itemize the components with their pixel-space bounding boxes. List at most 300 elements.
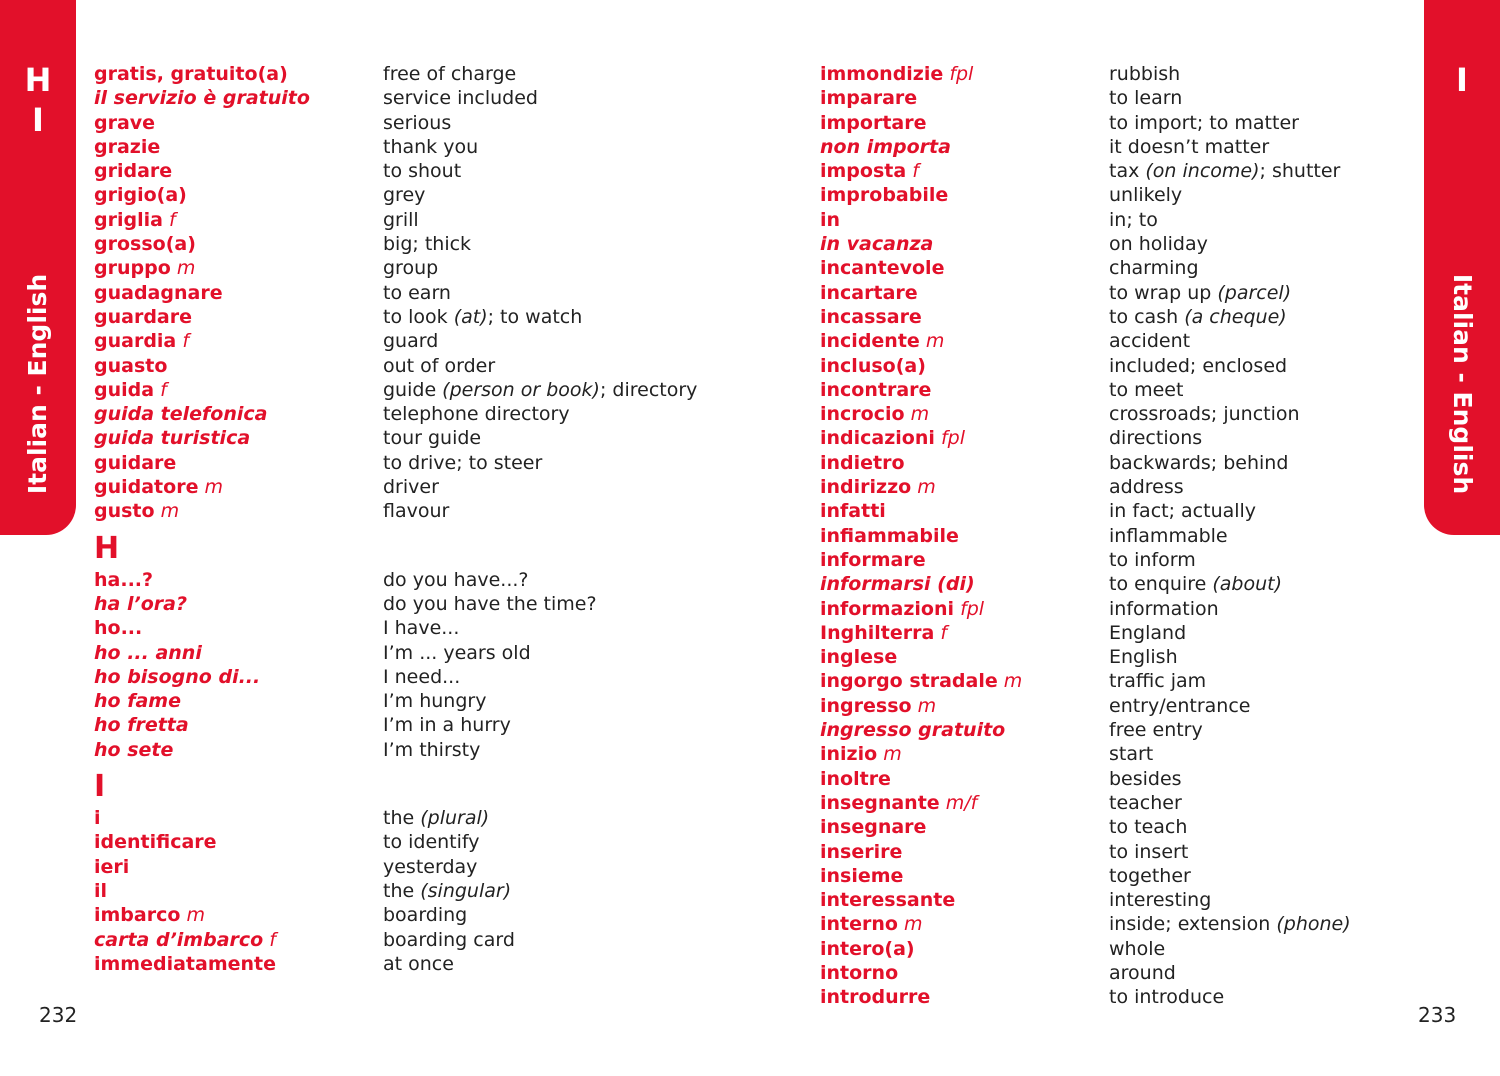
- dictionary-entry: [820, 669, 1207, 693]
- tab-label-right: Italian - English: [1448, 273, 1477, 495]
- headword: guidare: [94, 451, 177, 474]
- translation: [1109, 426, 1202, 450]
- translation: [383, 159, 461, 183]
- gender-marker: m: [904, 913, 923, 936]
- dictionary-entry: [820, 329, 1191, 353]
- translation: [383, 568, 529, 592]
- dictionary-entry: [94, 689, 487, 713]
- translation: [1109, 718, 1203, 742]
- dictionary-entry: [820, 354, 1288, 378]
- gender-marker: f: [160, 378, 167, 401]
- translation: [383, 952, 454, 976]
- translation-text: directions: [1109, 427, 1203, 450]
- gender-marker: m: [160, 500, 180, 523]
- tab-letter: I: [1456, 61, 1468, 99]
- translation: [1109, 524, 1228, 548]
- headword: inizio: [820, 743, 878, 766]
- headword: ho fretta: [94, 714, 189, 737]
- headword: non importa: [820, 135, 951, 158]
- translation-text: free of charge: [383, 63, 517, 85]
- headword: guardare: [94, 305, 192, 328]
- translation: [1109, 329, 1190, 353]
- translation: [383, 475, 439, 499]
- translation-text: I’m hungry: [383, 690, 487, 713]
- dictionary-entry: [820, 183, 1183, 207]
- translation-text: tour guide: [383, 427, 482, 450]
- translation-text: tax: [1109, 160, 1146, 183]
- dictionary-entry: [94, 738, 481, 762]
- translation-text: the: [383, 807, 421, 830]
- headword: in: [820, 208, 841, 231]
- headword: imparare: [820, 87, 918, 110]
- dictionary-entry: [94, 111, 452, 135]
- dictionary-entry: [94, 568, 529, 592]
- dictionary-entry: [820, 281, 1292, 305]
- headword: intero(a): [820, 937, 915, 960]
- translation-text: crossroads; junction: [1109, 403, 1300, 426]
- translation: [1109, 621, 1186, 645]
- translation-text: traffic jam: [1109, 670, 1207, 693]
- translation-text: group: [383, 257, 439, 280]
- section-letter-h: H: [94, 530, 120, 566]
- headword: ingresso: [820, 694, 912, 717]
- translation: [1109, 694, 1250, 718]
- dictionary-entry: [94, 183, 426, 207]
- headword: carta d’imbarco: [94, 928, 264, 951]
- translation: [383, 329, 438, 353]
- dictionary-entry: [820, 742, 1154, 766]
- translation: [1109, 791, 1182, 815]
- dictionary-entry: [820, 159, 1341, 183]
- translation-text: besides: [1109, 767, 1182, 790]
- headword: indietro: [820, 451, 905, 474]
- dictionary-entry: [94, 305, 583, 329]
- headword: identificare: [94, 831, 217, 854]
- tab-letters-left: [0, 60, 76, 140]
- translation: [383, 111, 451, 135]
- dictionary-entry: [94, 86, 538, 110]
- translation-text: on holiday: [1109, 233, 1208, 256]
- translation-text: telephone directory: [383, 403, 570, 426]
- translation-text: to introduce: [1109, 986, 1225, 1009]
- tab-letters-right: [1424, 60, 1500, 100]
- translation: [1109, 985, 1224, 1009]
- headword: guardia: [94, 330, 177, 353]
- dictionary-entry: [820, 888, 1212, 912]
- translation-text: inside; extension: [1109, 913, 1277, 936]
- headword: interno: [820, 913, 898, 936]
- dictionary-entry: [94, 952, 454, 976]
- headword: gratis, gratuito(a): [94, 63, 288, 85]
- headword: immondizie: [820, 63, 944, 85]
- translation-text: whole: [1109, 937, 1166, 960]
- translation-text: around: [1109, 961, 1176, 984]
- dictionary-entry: [820, 985, 1225, 1009]
- translation: [383, 592, 597, 616]
- headword: ho bisogno di...: [94, 665, 261, 688]
- translation: [383, 830, 480, 854]
- dictionary-entry: [820, 475, 1184, 499]
- dictionary-entry: [820, 864, 1191, 888]
- headword: improbabile: [820, 184, 949, 207]
- translation: [383, 208, 419, 232]
- translation: [1109, 451, 1288, 475]
- translation-text: serious: [383, 111, 452, 134]
- translation-text: driver: [383, 476, 439, 499]
- translation-text: England: [1109, 621, 1187, 644]
- translation-text: rubbish: [1109, 63, 1181, 85]
- headword: incantevole: [820, 257, 945, 280]
- translation-text: entry/entrance: [1109, 694, 1251, 717]
- gender-marker: fpl: [949, 63, 974, 85]
- usage-note: (phone): [1276, 913, 1351, 936]
- translation-text: to cash: [1109, 305, 1185, 328]
- translation-text: to earn: [383, 281, 451, 304]
- headword: imposta: [820, 160, 907, 183]
- dictionary-entry: [820, 718, 1203, 742]
- headword: guadagnare: [94, 281, 223, 304]
- translation: [1109, 354, 1287, 378]
- translation-text: to shout: [383, 160, 462, 183]
- translation: [1109, 111, 1299, 135]
- usage-note: (on income): [1145, 160, 1260, 183]
- headword: incrocio: [820, 403, 905, 426]
- translation-text: boarding card: [383, 928, 515, 951]
- translation: [383, 354, 495, 378]
- translation-text: ; shutter: [1259, 160, 1341, 183]
- translation-text: to drive; to steer: [383, 451, 543, 474]
- dictionary-entry: [94, 402, 570, 426]
- translation-text: do you have...?: [383, 568, 529, 591]
- translation-text: inflammable: [1109, 524, 1228, 547]
- headword: guidatore: [94, 476, 199, 499]
- translation: [1109, 840, 1188, 864]
- dictionary-entry: [94, 135, 479, 159]
- translation-text: I’m in a hurry: [383, 714, 511, 737]
- translation: [383, 738, 480, 762]
- headword: ieri: [94, 855, 130, 878]
- translation: [383, 426, 481, 450]
- translation-text: to learn: [1109, 87, 1183, 110]
- translation: [383, 183, 425, 207]
- translation: [383, 616, 459, 640]
- translation-text: yesterday: [383, 855, 478, 878]
- dictionary-entry: [94, 879, 512, 903]
- dictionary-entry: [820, 208, 1158, 232]
- gender-marker: m: [204, 476, 224, 499]
- translation-text: to teach: [1109, 816, 1188, 839]
- gender-marker: fpl: [960, 597, 985, 620]
- headword: guida: [94, 378, 155, 401]
- headword: gusto: [94, 500, 155, 523]
- translation-text: do you have the time?: [383, 592, 597, 615]
- usage-note: (parcel): [1217, 281, 1292, 304]
- headword: Inghilterra: [820, 621, 935, 644]
- dictionary-entry: [820, 621, 1187, 645]
- translation-text: boarding: [383, 904, 468, 927]
- dictionary-entry: [820, 426, 1203, 450]
- translation: [383, 928, 515, 952]
- translation-text: to import; to matter: [1109, 111, 1299, 134]
- gender-marker: m: [917, 694, 937, 717]
- translation: [383, 499, 449, 523]
- headword: informare: [820, 548, 926, 571]
- tab-letter: I: [32, 101, 44, 139]
- page-number-right: 233: [1418, 1003, 1457, 1027]
- translation: [383, 305, 582, 329]
- dictionary-entry: [820, 548, 1196, 572]
- gender-marker: m: [176, 257, 196, 280]
- translation: [1109, 86, 1182, 110]
- headword: insieme: [820, 864, 904, 887]
- translation: [383, 135, 478, 159]
- headword: ha...?: [94, 568, 154, 591]
- headword: incluso(a): [820, 354, 926, 377]
- dictionary-entry: [820, 232, 1208, 256]
- headword: grazie: [94, 135, 161, 158]
- left-page-entries: [94, 62, 698, 976]
- dictionary-entry: [820, 937, 1166, 961]
- dictionary-entry: [820, 645, 1178, 669]
- dictionary-entry: [94, 62, 517, 86]
- translation-text: start: [1109, 743, 1154, 766]
- headword: ha l’ora?: [94, 592, 187, 615]
- dictionary-entry: [820, 524, 1228, 548]
- translation-text: to meet: [1109, 378, 1184, 401]
- headword: informarsi (di): [820, 573, 975, 596]
- gender-marker: m: [1003, 670, 1023, 693]
- translation-text: to insert: [1109, 840, 1189, 863]
- translation: [383, 855, 477, 879]
- entry-list: [94, 62, 698, 524]
- headword: griglia: [94, 208, 163, 231]
- translation: [383, 689, 486, 713]
- dictionary-entry: [820, 451, 1289, 475]
- dictionary-entry: [820, 767, 1182, 791]
- usage-note: (plural): [420, 807, 490, 830]
- headword: indicazioni: [820, 427, 935, 450]
- headword: immediatamente: [94, 952, 277, 975]
- dictionary-entry: [94, 928, 515, 952]
- dictionary-entry: [820, 791, 1182, 815]
- headword: i: [94, 807, 101, 830]
- translation: [1109, 548, 1196, 572]
- translation: [1109, 402, 1300, 426]
- headword: il servizio è gratuito: [94, 87, 310, 110]
- translation: [1109, 572, 1282, 596]
- translation: [1109, 937, 1165, 961]
- translation: [383, 281, 451, 305]
- headword: grigio(a): [94, 184, 187, 207]
- usage-note: (a cheque): [1184, 305, 1287, 328]
- translation: [383, 641, 531, 665]
- headword: ho ... anni: [94, 641, 202, 664]
- translation-text: service included: [383, 87, 538, 110]
- translation-text: to look: [383, 305, 454, 328]
- headword: ho sete: [94, 738, 174, 761]
- translation-text: it doesn’t matter: [1109, 135, 1270, 158]
- translation: [383, 806, 489, 830]
- headword: gridare: [94, 160, 173, 183]
- gender-marker: f: [269, 928, 276, 951]
- dictionary-entry: [94, 616, 460, 640]
- dictionary-entry: [94, 208, 419, 232]
- headword: inoltre: [820, 767, 891, 790]
- translation: [1109, 256, 1199, 280]
- headword: grosso(a): [94, 233, 196, 256]
- translation-text: guard: [383, 330, 439, 353]
- headword: incartare: [820, 281, 918, 304]
- translation: [383, 62, 516, 86]
- headword: ingresso gratuito: [820, 719, 1006, 742]
- translation: [1109, 208, 1158, 232]
- translation: [1109, 62, 1180, 86]
- translation-text: charming: [1109, 257, 1199, 280]
- translation-text: backwards; behind: [1109, 451, 1289, 474]
- dictionary-entry: [820, 378, 1184, 402]
- section-letter-i: I: [94, 769, 106, 805]
- dictionary-entry: [94, 475, 439, 499]
- translation-text: grill: [383, 208, 419, 231]
- headword: insegnare: [820, 816, 927, 839]
- translation: [1109, 815, 1187, 839]
- dictionary-entry: [94, 903, 468, 927]
- headword: incassare: [820, 305, 922, 328]
- translation: [383, 86, 538, 110]
- translation: [1109, 864, 1191, 888]
- dictionary-entry: [94, 159, 462, 183]
- usage-note: (at): [453, 305, 488, 328]
- gender-marker: fpl: [940, 427, 965, 450]
- dictionary-entry: [94, 232, 472, 256]
- translation-text: to wrap up: [1109, 281, 1218, 304]
- dictionary-entry: [94, 256, 439, 280]
- gender-marker: m: [917, 476, 936, 499]
- dictionary-entry: [94, 830, 480, 854]
- gender-marker: f: [912, 160, 919, 183]
- tab-letter: H: [24, 61, 52, 99]
- headword: incontrare: [820, 378, 932, 401]
- gender-marker: f: [168, 208, 176, 231]
- translation: [1109, 232, 1208, 256]
- usage-note: (singular): [420, 879, 512, 902]
- headword: il: [94, 879, 108, 902]
- thumb-tab-left: [0, 0, 76, 535]
- translation-text: together: [1109, 864, 1191, 887]
- translation-text: in; to: [1109, 208, 1158, 231]
- translation-text: to enquire: [1109, 573, 1213, 596]
- translation: [383, 378, 697, 402]
- headword: in vacanza: [820, 233, 934, 256]
- headword: guasto: [94, 354, 168, 377]
- dictionary-entry: [94, 426, 482, 450]
- headword: grave: [94, 111, 156, 134]
- right-page-entries: [820, 62, 1351, 1010]
- dictionary-entry: [820, 86, 1183, 110]
- entry-list: [94, 568, 597, 762]
- translation: [383, 232, 471, 256]
- dictionary-entry: [94, 281, 451, 305]
- headword: gruppo: [94, 257, 171, 280]
- dictionary-entry: [820, 840, 1189, 864]
- usage-note: (person or book): [442, 378, 600, 401]
- translation-text: accident: [1109, 330, 1191, 353]
- headword: informazioni: [820, 597, 955, 620]
- dictionary-entry: [94, 378, 698, 402]
- translation: [1109, 281, 1291, 305]
- translation-text: unlikely: [1109, 184, 1183, 207]
- translation-text: ; to watch: [487, 305, 583, 328]
- translation: [383, 665, 460, 689]
- translation-text: I have...: [383, 617, 460, 640]
- translation: [1109, 742, 1153, 766]
- dictionary-entry: [94, 354, 496, 378]
- dictionary-entry: [820, 256, 1199, 280]
- headword: infatti: [820, 500, 886, 523]
- dictionary-entry: [94, 641, 531, 665]
- translation: [1109, 135, 1269, 159]
- translation: [383, 903, 467, 927]
- translation: [383, 256, 438, 280]
- dictionary-entry: [820, 572, 1283, 596]
- translation-text: I’m ... years old: [383, 641, 531, 664]
- entry-list: [94, 806, 515, 976]
- dictionary-entry: [820, 815, 1188, 839]
- translation-text: flavour: [383, 500, 450, 523]
- tab-label-left: Italian - English: [23, 273, 52, 495]
- translation: [1109, 767, 1182, 791]
- dictionary-entry: [820, 305, 1287, 329]
- headword: ho...: [94, 617, 143, 640]
- gender-marker: f: [182, 330, 190, 353]
- translation-text: interesting: [1109, 889, 1212, 912]
- translation-text: grey: [383, 184, 426, 207]
- headword: infiammabile: [820, 524, 959, 547]
- translation-text: teacher: [1109, 791, 1182, 814]
- translation: [1109, 183, 1182, 207]
- headword: introdurre: [820, 986, 931, 1009]
- translation-text: ; directory: [599, 378, 698, 401]
- translation-text: at once: [383, 952, 454, 975]
- headword: interessante: [820, 889, 956, 912]
- dictionary-entry: [820, 912, 1351, 936]
- translation: [1109, 378, 1183, 402]
- headword: inglese: [820, 646, 898, 669]
- headword: insegnante: [820, 791, 940, 814]
- translation-text: the: [383, 879, 421, 902]
- headword: ho fame: [94, 690, 181, 713]
- translation-text: thank you: [383, 135, 479, 158]
- dictionary-entry: [820, 135, 1270, 159]
- dictionary-entry: [94, 451, 543, 475]
- translation: [1109, 159, 1340, 183]
- gender-marker: m: [883, 743, 902, 766]
- gender-marker: m: [925, 330, 945, 353]
- translation: [1109, 888, 1211, 912]
- translation-text: in fact; actually: [1109, 500, 1257, 523]
- translation-text: I need...: [383, 665, 461, 688]
- translation: [1109, 912, 1351, 936]
- thumb-tab-right: [1424, 0, 1500, 535]
- translation: [383, 451, 542, 475]
- usage-note: (about): [1212, 573, 1283, 596]
- page-number-left: 232: [39, 1003, 78, 1027]
- headword: guida telefonica: [94, 403, 268, 426]
- dictionary-entry: [820, 402, 1300, 426]
- dictionary-entry: [94, 592, 597, 616]
- translation: [383, 713, 511, 737]
- dictionary-entry: [820, 111, 1299, 135]
